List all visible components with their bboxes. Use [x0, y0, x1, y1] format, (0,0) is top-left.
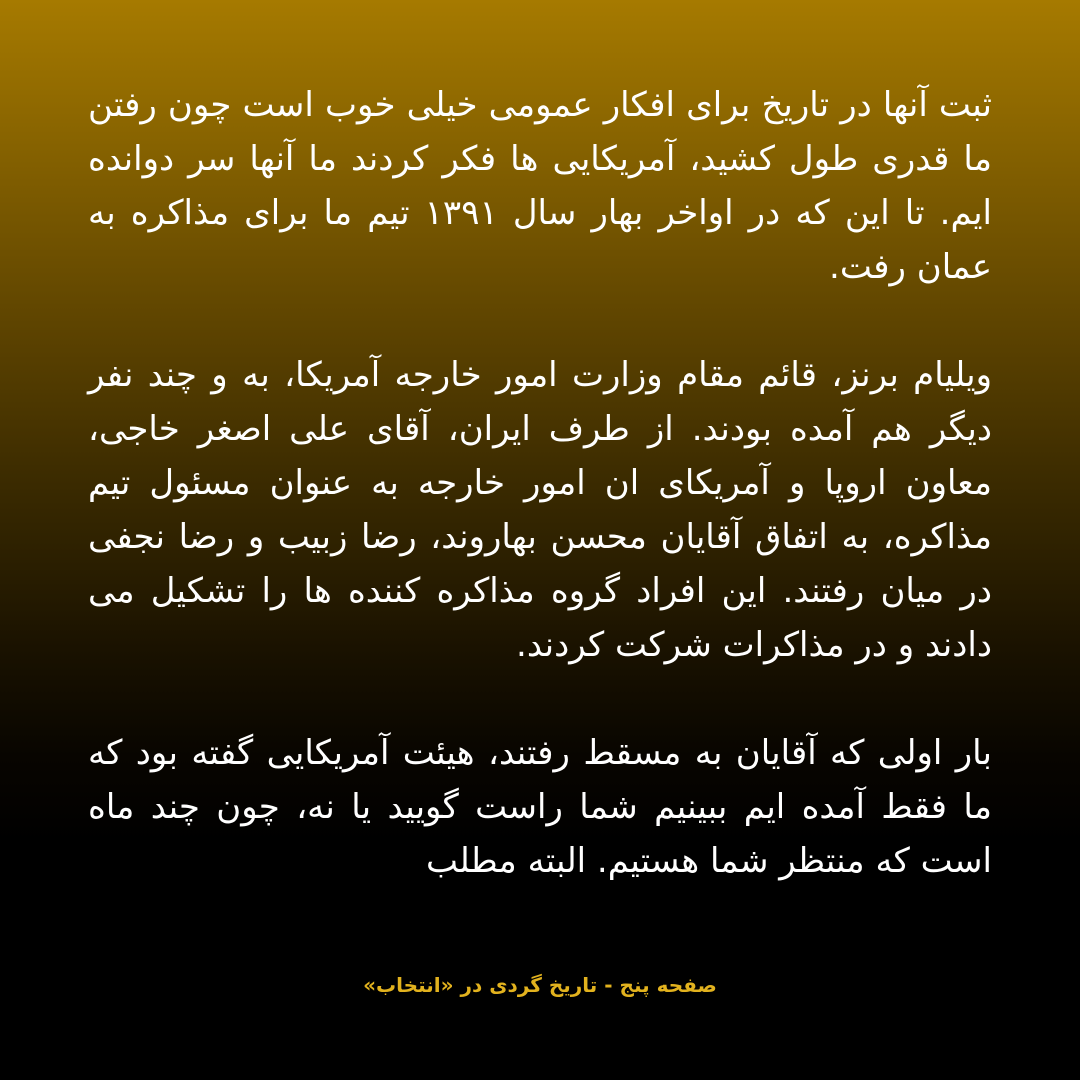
paragraph-1: ثبت آنها در تاریخ برای افکار عمومی خیلی خوب است چون رفتن ما قدری طول کشید، آمریکایی ها فکر کردند ما آنها سر دوانده ایم. تا این که در اواخر بهار سال ۱۳۹۱ تیم ما برای مذاکره به عمان رفت. [88, 85, 993, 287]
footer-caption: صفحه پنج - تاریخ گردی در «انتخاب» [363, 973, 717, 997]
article-body [88, 78, 992, 888]
paragraph-2: ویلیام برنز، قائم مقام وزارت امور خارجه آمریکا، به و چند نفر دیگر هم آمده بودند. از طرف ایران، آقای علی اصغر خاجی، معاون اروپا و آمریکای ان امور خارجه به عنوان مسئول تیم مذاکره، به اتفاق آقایان محسن بهاروند، رضا زبیب و رضا نجفی در میان رفتند. این افراد گروه مذاکره کننده ها را تشکیل می دادند و در مذاکرات شرکت کردند. [88, 355, 992, 665]
paragraph-3: بار اولی که آقایان به مسقط رفتند، هیئت آمریکایی گفته بود که ما فقط آمده ایم ببینیم شما راست گویید یا نه، چون چند ماه است که منتظر شما هستیم. البته مطلب [88, 733, 992, 881]
